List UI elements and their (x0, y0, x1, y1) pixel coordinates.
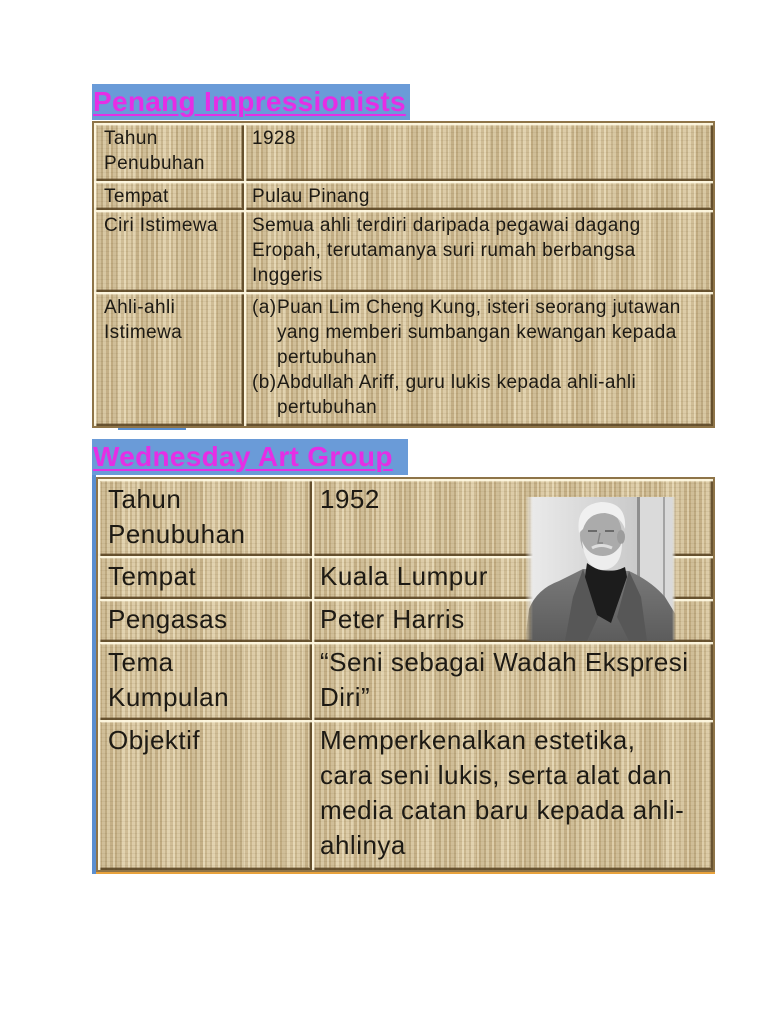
row-label-tahun-penubuhan (94, 123, 244, 181)
value-line: pertubuhan (277, 347, 378, 368)
row-value-tempat (244, 181, 713, 210)
value-line: Memperkenalkan estetika, (320, 725, 636, 755)
row-label-pengasas (98, 599, 312, 642)
blue-accent-line (118, 428, 186, 430)
row-value-ahli-ahli-istimewa (244, 292, 713, 426)
portrait-photo (525, 497, 676, 641)
label-line: Tahun (108, 484, 182, 514)
row-label-tempat (94, 181, 244, 210)
value-line: Abdullah Ariff, guru lukis kepada ahli-ahli (277, 372, 637, 393)
row-value-tema-kumpulan (312, 642, 713, 720)
value-line: pertubuhan (277, 397, 378, 418)
label-line: Penubuhan (108, 519, 246, 549)
label-line: Tempat (108, 561, 197, 591)
value-line: Peter Harris (320, 604, 465, 634)
row-value-objektif (312, 720, 713, 870)
row-value-ciri-istimewa (244, 210, 713, 292)
value-line: 1928 (252, 128, 296, 149)
penang-impressionists-table (92, 121, 715, 428)
list-marker: (a) (252, 297, 277, 318)
value-line: Puan Lim Cheng Kung, isteri seorang jutawan (277, 297, 681, 318)
value-line: Pulau Pinang (252, 186, 370, 207)
row-label-tempat (98, 556, 312, 599)
value-line: “Seni sebagai Wadah Ekspresi (320, 647, 689, 677)
row-value-tahun-penubuhan (244, 123, 713, 181)
value-line: Eropah, terutamanya suri rumah berbangsa (252, 240, 636, 261)
label-line: Penubuhan (104, 153, 205, 174)
section-title-penang-impressionists: Penang Impressionists (92, 84, 410, 120)
portrait-photo-drawing (525, 497, 676, 641)
row-label-ciri-istimewa (94, 210, 244, 292)
value-line: cara seni lukis, serta alat dan (320, 760, 673, 790)
section-title-wednesday-art-group: Wednesday Art Group (92, 439, 408, 475)
label-line: Kumpulan (108, 682, 230, 712)
label-line: Tempat (104, 186, 169, 207)
value-line: 1952 (320, 484, 380, 514)
value-line: Semua ahli terdiri daripada pegawai dagang (252, 215, 641, 236)
row-label-tahun-penubuhan (98, 479, 312, 556)
row-label-objektif (98, 720, 312, 870)
value-line: Inggeris (252, 265, 323, 286)
value-line: Diri” (320, 682, 371, 712)
value-line: yang memberi sumbangan kewangan kepada (277, 322, 677, 343)
value-line: Kuala Lumpur (320, 561, 488, 591)
row-label-ahli-ahli-istimewa (94, 292, 244, 426)
value-line: ahlinya (320, 830, 406, 860)
list-item-text (277, 370, 636, 420)
orange-bottom-line (96, 872, 715, 874)
list-marker: (b) (252, 372, 277, 393)
label-line: Istimewa (104, 322, 183, 343)
label-line: Ciri Istimewa (104, 215, 218, 236)
list-item-a (252, 295, 713, 370)
value-line: media catan baru kepada ahli- (320, 795, 685, 825)
label-line: Tahun (104, 128, 158, 149)
list-item-text (277, 295, 681, 370)
label-line: Tema (108, 647, 174, 677)
label-line: Ahli-ahli (104, 297, 176, 318)
row-label-tema-kumpulan (98, 642, 312, 720)
label-line: Objektif (108, 725, 201, 755)
list-item-b (252, 370, 713, 420)
label-line: Pengasas (108, 604, 228, 634)
